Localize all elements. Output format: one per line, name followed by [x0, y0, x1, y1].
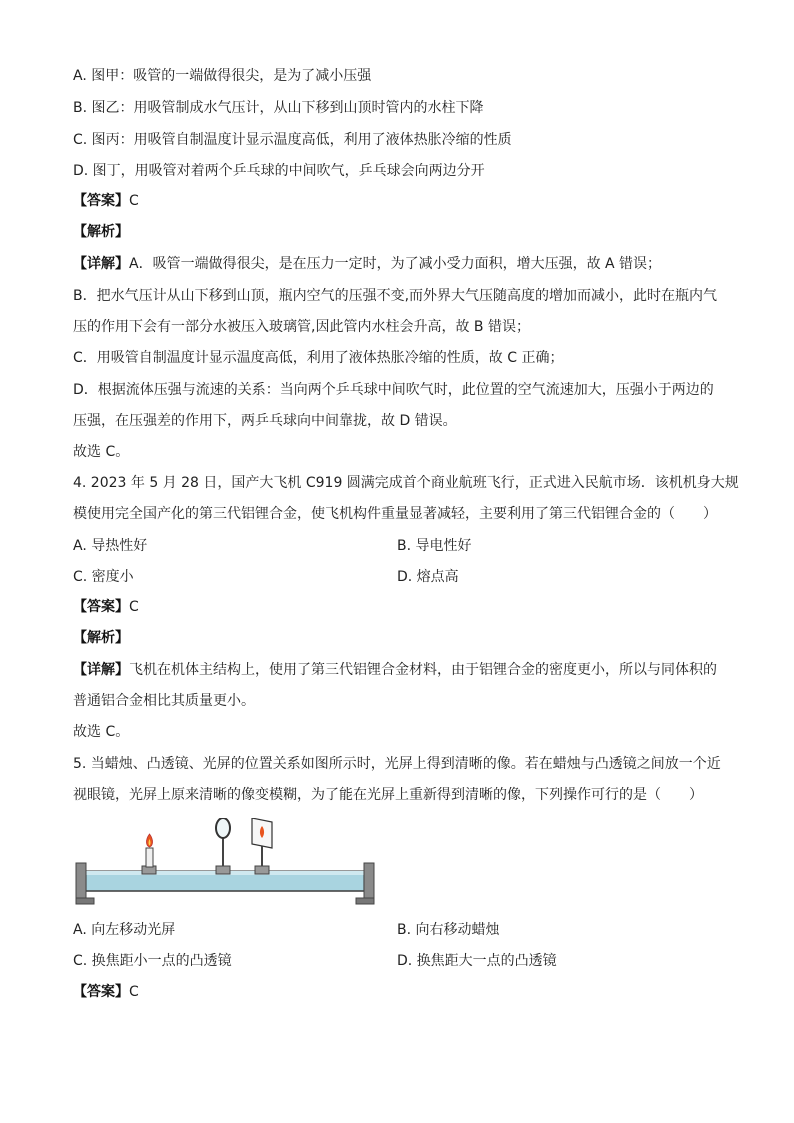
q3-explanation-6: 压强，在压强差的作用下，两乒乓球向中间靠拢，故 D 错误。	[73, 413, 457, 429]
q4-answer	[73, 597, 733, 617]
q3-explanation-1: 【详解】A．吸管一端做得很尖，是在压力一定时，为了减小受力面积，增大压强，故 A 错误；	[73, 256, 662, 272]
q3-option-b: B. 图乙：用吸管制成水气压计，从山下移到山顶时管内的水柱下降	[73, 100, 484, 116]
q4-explanation-1: 【详解】飞机在机体主结构上，使用了第三代铝锂合金材料，由于铝锂合金的密度更小，所以与同体积的	[73, 662, 717, 678]
answer-tag: 【答案】	[73, 599, 129, 615]
q3-conclusion: 故选 C。	[73, 444, 130, 460]
q3-option-c: C. 图丙：用吸管自制温度计显示温度高低，利用了液体热胀冷缩的性质	[73, 132, 512, 148]
q5-stem-1: 5. 当蜡烛、凸透镜、光屏的位置关系如图所示时，光屏上得到清晰的像。若在蜡烛与凸透镜之间放一个近	[73, 756, 721, 772]
q3-option-d: D. 图丁，用吸管对着两个乒乓球的中间吹气，乒乓球会向两边分开	[73, 163, 485, 179]
q4-option-a: A. 导热性好	[73, 538, 148, 554]
detail-tag: 【详解】	[73, 662, 129, 678]
q5-option-a: A. 向左移动光屏	[73, 922, 176, 938]
left-foot	[76, 898, 94, 904]
screen-holder	[255, 866, 269, 874]
answer-tag: 【答案】	[73, 193, 129, 209]
q3-analysis-tag: 【解析】	[73, 224, 129, 240]
q4-explanation-2: 普通铝合金相比其质量更小。	[73, 693, 255, 709]
q5-option-d: D. 换焦距大一点的凸透镜	[397, 953, 557, 969]
q4-stem-1: 4. 2023 年 5 月 28 日，国产大飞机 C919 圆满完成首个商业航班飞行，正式进入民航市场．该机机身大规	[73, 475, 739, 491]
lens-holder	[216, 866, 230, 874]
answer-tag: 【答案】	[73, 984, 129, 1000]
right-foot	[356, 898, 374, 904]
q3-explanation-3: 压的作用下会有一部分水被压入玻璃管,因此管内水柱会升高，故 B 错误；	[73, 319, 530, 335]
q5-answer	[73, 982, 733, 1002]
optical-bench-figure	[72, 818, 378, 910]
answer-value: C	[129, 193, 139, 209]
candle	[146, 848, 153, 867]
q4-option-b: B. 导电性好	[397, 538, 472, 554]
convex-lens-icon	[216, 818, 230, 838]
answer-value: C	[129, 984, 139, 1000]
detail-tag: 【详解】	[73, 256, 129, 272]
q3-answer	[73, 191, 733, 211]
q3-option-a: A. 图甲：吸管的一端做得很尖，是为了减小压强	[73, 68, 372, 84]
q3-explanation-2: B．把水气压计从山下移到山顶，瓶内空气的压强不变,而外界大气压随高度的增加而减小，此时在瓶内气	[73, 288, 718, 304]
q4-option-d: D. 熔点高	[397, 569, 459, 585]
q4-conclusion: 故选 C。	[73, 724, 130, 740]
q4-stem-2: 模使用完全国产化的第三代铝锂合金，使飞机构件重量显著减轻，主要利用了第三代铝锂合金的（ ）	[73, 506, 717, 522]
q4-option-c: C. 密度小	[73, 569, 134, 585]
q5-stem-2: 视眼镜，光屏上原来清晰的像变模糊，为了能在光屏上重新得到清晰的像，下列操作可行的是（ ）	[73, 787, 703, 803]
q4-analysis-tag: 【解析】	[73, 630, 129, 646]
q3-explanation-5: D．根据流体压强与流速的关系：当向两个乒乓球中间吹气时，此位置的空气流速加大，压强小于两边的	[73, 382, 714, 398]
q3-explanation-4: C．用吸管自制温度计显示温度高低，利用了液体热胀冷缩的性质，故 C 正确；	[73, 350, 564, 366]
q5-option-b: B. 向右移动蜡烛	[397, 922, 500, 938]
answer-value: C	[129, 599, 139, 615]
q5-option-c: C. 换焦距小一点的凸透镜	[73, 953, 232, 969]
